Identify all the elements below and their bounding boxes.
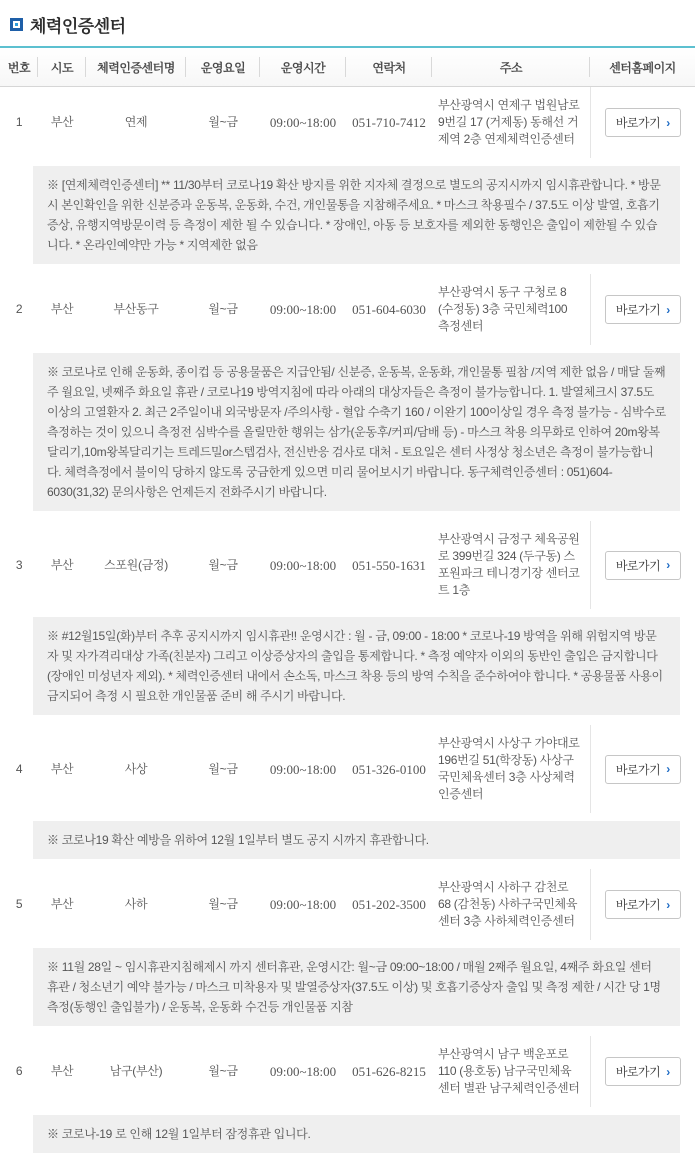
center-address: 부산광역시 금정구 체육공원로 399번길 324 (두구동) 스포원파크 테니경기장 센터코트 1층 [438,532,580,597]
center-address: 부산광역시 사하구 감천로 68 (감천동) 사하구국민체육센터 3층 사하체력인증센터 [438,880,578,928]
go-homepage-button-label: 바로가기 [615,558,661,573]
center-operating-days: 월~금 [208,115,238,129]
center-notice-row [0,609,695,725]
center-no: 6 [15,1064,23,1078]
header-no: 번호 [0,47,38,87]
center-name: 스포원(금정) [104,557,168,572]
center-sido: 부산 [50,115,74,129]
go-homepage-button-label: 바로가기 [615,898,661,912]
chevron-right-icon: › [666,115,670,130]
go-homepage-button-label: 바로가기 [615,303,661,317]
center-row [0,1036,695,1107]
table-header [0,47,695,87]
go-homepage-button[interactable] [605,295,681,324]
center-address: 부산광역시 동구 구청로 8 (수정동) 3층 국민체력100 측정센터 [438,285,568,333]
center-phone: 051-550-1631 [352,557,426,573]
center-notice-row [0,345,695,521]
header-hours: 운영시간 [260,47,346,87]
center-name: 연제 [124,115,148,129]
center-phone: 051-326-0100 [352,761,426,777]
center-no: 5 [15,897,23,911]
center-operating-days: 월~금 [208,897,238,911]
center-notice: ※ #12월15일(화)부터 추후 공지시까지 임시휴관!! 운영시간 : 월 - 금, 09:00 - 18:00 * 코로나-19 방역을 위해 위험지역 방문자 및 자가격리대상 가족(친분자) 그리고 이상증상자의 출입을 통제합니다. * 측정 예약자 이외의 동반인 출입은 금지합니다(장애인 미성년자 제외). * 체력인증센터 내에서 손소독, 마스크 착용 등의 방역 수칙을 준수하여야 합니다. * 공용물품 사용이 금지되어 측정 시 필요한 개인물품 준비 해 주시기 바랍니다. [33,617,680,715]
center-homepage-cell [590,87,695,159]
chevron-right-icon: › [666,302,670,317]
center-operating-days: 월~금 [208,302,238,316]
center-sido: 부산 [50,557,74,572]
center-operating-days: 월~금 [208,557,238,572]
center-homepage-cell [590,1036,695,1107]
center-address: 부산광역시 남구 백운포로 110 (용호동) 남구국민체육센터 별관 남구체력인증센터 [438,1047,580,1095]
header-center-name: 체력인증센터명 [86,47,186,87]
chevron-right-icon: › [666,762,670,776]
center-row [0,725,695,813]
go-homepage-button[interactable] [605,755,681,784]
header-address: 주소 [432,47,590,87]
center-row [0,869,695,940]
center-operating-hours: 09:00~18:00 [269,115,337,130]
center-notice: ※ 11월 28일 ~ 임시휴관지침해제시 까지 센터휴관, 운영시간: 월~금 09:00~18:00 / 매월 2째주 월요일, 4째주 화요일 센터 휴관 / 청소년기 예약 불가능 / 마스크 미착용자 및 발열증상자(37.5도 이상) 및 호흡기증상자 출입 및 측정 제한 / 시간 당 1명 측정(동행인 출입불가) / 운동복, 운동화 수건등 개인물품 지참 [33,948,680,1026]
center-notice: ※ 코로나로 인해 운동화, 종이컵 등 공용물품은 지급안됨/ 신분증, 운동복, 운동화, 개인물통 필참 /지역 제한 없음 / 매달 둘째주 월요일, 넷째주 화요일 휴관 / 코로나19 방역지침에 따라 아래의 대상자들은 측정이 불가능합니다. 1. 발열체크시 37.5도 이상의 고열환자 2. 최근 2주일이내 외국방문자 /주의사항 - 혈압 수축기 160 / 이완기 100이상일 경우 측정 불가능 - 심박수로 측정하는 것이 있으니 측정전 심박수를 올릴만한 행위는 삼가(운동후/커피/담배 등) - 마스크 착용 의무화로 인하여 20m왕복달리기,10m왕복달리기는 트레드밀or스텝검사, 전신반응 검사로 대처 - 토요일은 센터 사정상 청소년은 측정이 불가능합니다. 체력측정에서 불이익 당하지 않도록 궁금한게 있으면 미리 물어보시기 바랍니다. 동구체력인증센터 : 051)604-6030(31,32) 문의사항은 언제든지 전화주시기 바랍니다. [33,353,680,511]
center-phone: 051-626-8215 [352,1064,426,1079]
center-notice-row [0,158,695,274]
center-no: 3 [15,557,23,572]
center-row [0,521,695,609]
center-notice: ※ 코로나19 확산 예방을 위하여 12월 1일부터 별도 공지 시까지 휴관합니다. [33,821,680,859]
center-notice-row [0,813,695,869]
center-row [0,87,695,159]
center-no: 2 [15,302,23,316]
center-notice: ※ 코로나-19 로 인해 12월 1일부터 잠정휴관 입니다. [33,1115,680,1153]
center-phone: 051-710-7412 [352,115,426,130]
center-no: 1 [15,115,23,129]
page-title: 체력인증센터 [30,17,126,36]
centers-table [0,46,695,1163]
square-bullet-icon [10,18,23,31]
page-title-row [0,6,695,46]
center-phone: 051-604-6030 [352,302,426,317]
center-notice-row [0,940,695,1036]
center-operating-hours: 09:00~18:00 [269,557,337,573]
chevron-right-icon: › [666,558,670,572]
center-sido: 부산 [50,897,74,911]
center-homepage-cell [590,869,695,940]
center-phone: 051-202-3500 [352,897,426,912]
center-address: 부산광역시 사상구 가야대로 196번길 51(학장동) 사상구국민체육센터 3층 사상체력인증센터 [438,736,580,801]
header-days: 운영요일 [186,47,260,87]
go-homepage-button-label: 바로가기 [615,116,661,130]
chevron-right-icon: › [666,1064,670,1079]
center-operating-days: 월~금 [208,761,238,776]
center-name: 부산동구 [113,302,159,316]
center-operating-hours: 09:00~18:00 [269,1064,337,1079]
center-name: 남구(부산) [109,1064,163,1078]
go-homepage-button-label: 바로가기 [615,762,661,777]
center-row [0,274,695,345]
go-homepage-button-label: 바로가기 [615,1065,661,1079]
header-sido: 시도 [38,47,86,87]
center-operating-hours: 09:00~18:00 [269,761,337,777]
center-homepage-cell [590,274,695,345]
center-homepage-cell [590,725,695,813]
center-sido: 부산 [50,761,74,776]
header-contact: 연락처 [346,47,432,87]
center-homepage-cell [590,521,695,609]
center-notice-row [0,1107,695,1163]
center-name: 사상 [124,761,148,776]
go-homepage-button[interactable] [605,1057,681,1086]
go-homepage-button[interactable] [605,551,681,580]
center-sido: 부산 [50,1064,74,1078]
header-homepage: 센터홈페이지 [590,47,695,87]
center-no: 4 [15,761,23,776]
go-homepage-button[interactable] [605,108,681,137]
center-name: 사하 [124,897,148,911]
chevron-right-icon: › [666,897,670,912]
go-homepage-button[interactable] [605,890,681,919]
center-operating-hours: 09:00~18:00 [269,897,337,912]
center-address: 부산광역시 연제구 법원남로9번길 17 (거제동) 동해선 거제역 2층 연제체력인증센터 [438,98,580,146]
center-sido: 부산 [50,302,74,316]
center-operating-days: 월~금 [208,1064,238,1078]
center-notice: ※ [연제체력인증센터] ** 11/30부터 코로나19 확산 방지를 위한 지자체 결정으로 별도의 공지시까지 임시휴관합니다. * 방문 시 본인확인을 위한 신분증과 운동복, 운동화, 수건, 개인물통을 지참해주세요. * 마스크 착용필수 / 37.5도 이상 발열, 호흡기증상, 유행지역방문이력 등 측정이 제한 될 수 있습니다. * 장애인, 아동 등 보호자를 제외한 동행인은 출입이 제한될 수 있습니다. * 온라인예약만 가능 * 지역제한 없음 [33,166,680,264]
center-operating-hours: 09:00~18:00 [269,302,337,317]
